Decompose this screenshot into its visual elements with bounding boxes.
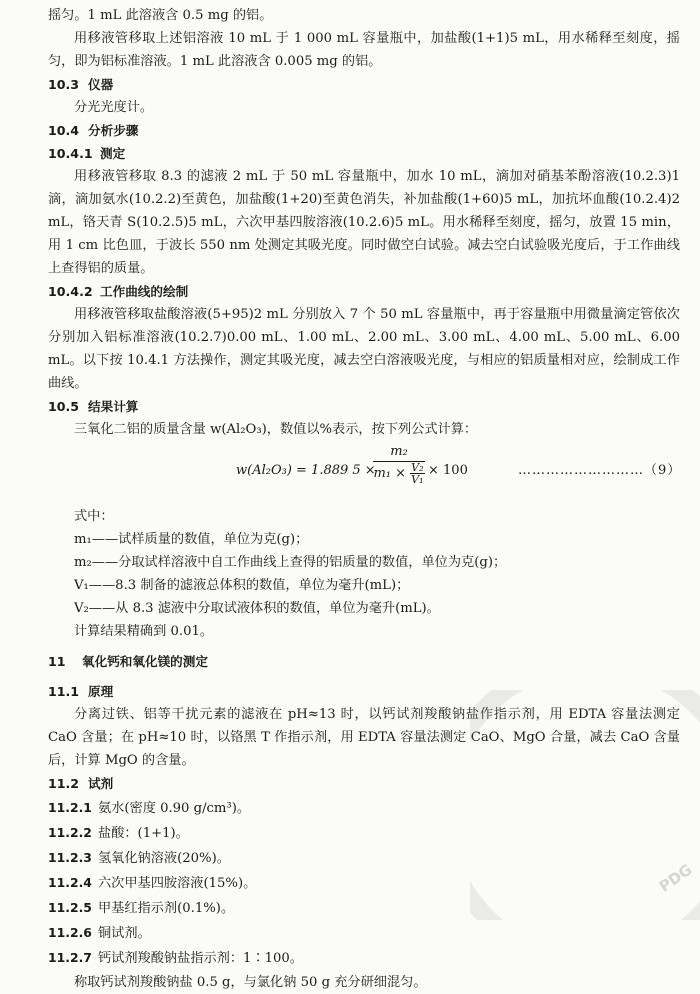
section-title: 分析步骤 bbox=[88, 123, 139, 138]
section-number: 10.4 bbox=[48, 123, 80, 138]
formula-tail: × 100 bbox=[428, 463, 468, 478]
section-title: 结果计算 bbox=[88, 399, 139, 414]
paragraph: 三氧化二铝的质量含量 w(Al₂O₃)，数值以%表示，按下列公式计算： bbox=[74, 422, 478, 437]
item-text: 氨水(密度 0.90 g/cm³)。 bbox=[98, 801, 251, 816]
watermark-text: PDG bbox=[656, 860, 696, 896]
item-text: 铜试剂。 bbox=[98, 926, 151, 941]
item-number: 11.2.4 bbox=[48, 875, 92, 890]
subsection-heading bbox=[48, 280, 680, 303]
definition-item: V₁——8.3 制备的滤液总体积的数值，单位为毫升(mL)； bbox=[74, 578, 410, 593]
item-text: 六次甲基四胺溶液(15%)。 bbox=[98, 876, 257, 891]
paragraph: 用移液管移取上述铝溶液 10 mL 于 1 000 mL 容量瓶中，加盐酸(1+1)5 mL，用水稀释至刻度，摇匀，即为铝标准溶液。1 mL 此溶液含 0.005 mg 的铝。 bbox=[48, 31, 680, 69]
section-title: 仪器 bbox=[88, 77, 114, 92]
chapter-heading bbox=[48, 650, 680, 673]
formula-numerator: m₂ bbox=[373, 443, 425, 462]
item-number: 11.2.2 bbox=[48, 825, 92, 840]
item-text: 盐酸：(1+1)。 bbox=[98, 826, 189, 841]
paragraph: 分离过铁、铝等干扰元素的滤液在 pH≈13 时，以钙试剂羧酸钠盐作指示剂，用 EDTA 容量法测定 CaO 含量；在 pH≈10 时，以铬黑 T 作指示剂，用 EDTA 容量法测定 CaO、MgO 合量，减去 CaO 含量后，计算 MgO 的含量。 bbox=[48, 707, 680, 768]
paragraph: 式中： bbox=[74, 509, 114, 524]
section-number: 10.3 bbox=[48, 77, 80, 92]
section-number: 11.1 bbox=[48, 684, 80, 699]
section-title: 试剂 bbox=[88, 776, 114, 791]
reagent-item bbox=[48, 871, 680, 895]
formula-inner-fraction bbox=[410, 462, 424, 485]
formula-9 bbox=[48, 443, 680, 501]
section-number: 10.5 bbox=[48, 399, 80, 414]
subsection-heading bbox=[48, 142, 680, 165]
reagent-item bbox=[48, 896, 680, 920]
section-heading bbox=[48, 680, 680, 703]
reagent-item bbox=[48, 846, 680, 870]
section-heading bbox=[48, 395, 680, 418]
formula-inner-denominator: V₁ bbox=[411, 473, 424, 486]
section-title: 测定 bbox=[100, 146, 126, 161]
reagent-item bbox=[48, 796, 680, 820]
formula-inner-numerator: V₂ bbox=[411, 461, 424, 474]
paragraph: 分光光度计。 bbox=[74, 100, 154, 115]
item-text: 甲基红指示剂(0.1%)。 bbox=[98, 901, 235, 916]
document-page bbox=[48, 4, 680, 994]
item-number: 11.2.1 bbox=[48, 800, 92, 815]
definition-item: V₂——从 8.3 滤液中分取试液体积的数值，单位为毫升(mL)。 bbox=[74, 601, 440, 616]
paragraph: 用移液管移取盐酸溶液(5+95)2 mL 分别放入 7 个 50 mL 容量瓶中，再于容量瓶中用微量滴定管依次分别加入铝标准溶液(10.2.7)0.00 mL、1.00 mL、2.00 mL、3.00 mL、4.00 mL、5.00 mL、6.00 mL。以下按 10.4.1 方法操作，测定其吸光度，减去空白溶液吸光度，与相应的铝质量相对应，绘制成工作曲线。 bbox=[48, 307, 680, 391]
section-heading bbox=[48, 119, 680, 142]
reagent-item bbox=[48, 946, 680, 970]
section-title: 氧化钙和氧化镁的测定 bbox=[82, 654, 208, 669]
reagent-item bbox=[48, 821, 680, 845]
section-number: 11.2 bbox=[48, 776, 80, 791]
equation-number: ………………………（9） bbox=[518, 463, 682, 478]
paragraph: 用移液管移取 8.3 的滤液 2 mL 于 50 mL 容量瓶中，加水 10 mL，滴加对硝基苯酚溶液(10.2.3)1 滴，滴加氨水(10.2.2)至黄色，加盐酸(1+20)至黄色消失，补加盐酸(1+60)5 mL，加抗坏血酸(10.2.4)2 mL，铬天青 S(10.2.5)5 mL，六次甲基四胺溶液(10.2.6)5 mL。用水稀释至刻度，摇匀，放置 15 min，用 1 cm 比色皿，于波长 550 nm 处测定其吸光度。同时做空白试验。减去空白试验吸光度后，于工作曲线上查得铝的质量。 bbox=[48, 169, 680, 276]
item-number: 11.2.3 bbox=[48, 850, 92, 865]
paragraph: 摇匀。1 mL 此溶液含 0.5 mg 的铝。 bbox=[48, 8, 273, 23]
section-number: 11 bbox=[48, 654, 66, 669]
item-number: 11.2.6 bbox=[48, 925, 92, 940]
section-number: 10.4.2 bbox=[48, 284, 93, 299]
section-number: 10.4.1 bbox=[48, 146, 93, 161]
paragraph: 计算结果精确到 0.01。 bbox=[74, 624, 214, 639]
formula-lhs: w(Al₂O₃) = 1.889 5 × bbox=[236, 463, 376, 478]
item-text: 钙试剂羧酸钠盐指示剂：1∶100。 bbox=[98, 951, 303, 966]
section-title: 工作曲线的绘制 bbox=[100, 284, 189, 299]
definition-item: m₁——试样质量的数值，单位为克(g)； bbox=[74, 532, 309, 547]
definition-item: m₂——分取试样溶液中自工作曲线上查得的铝质量的数值，单位为克(g)； bbox=[74, 555, 507, 570]
section-heading bbox=[48, 73, 680, 96]
reagent-item bbox=[48, 921, 680, 945]
formula-fraction bbox=[373, 443, 425, 485]
item-number: 11.2.5 bbox=[48, 900, 92, 915]
item-number: 11.2.7 bbox=[48, 950, 92, 965]
section-heading bbox=[48, 772, 680, 795]
formula-denominator bbox=[373, 462, 425, 485]
item-text: 氢氧化钠溶液(20%)。 bbox=[98, 851, 230, 866]
paragraph: 称取钙试剂羧酸钠盐 0.5 g，与氯化钠 50 g 充分研细混匀。 bbox=[74, 975, 427, 990]
formula-den-prefix: m₁ × bbox=[373, 466, 407, 481]
section-title: 原理 bbox=[88, 684, 114, 699]
